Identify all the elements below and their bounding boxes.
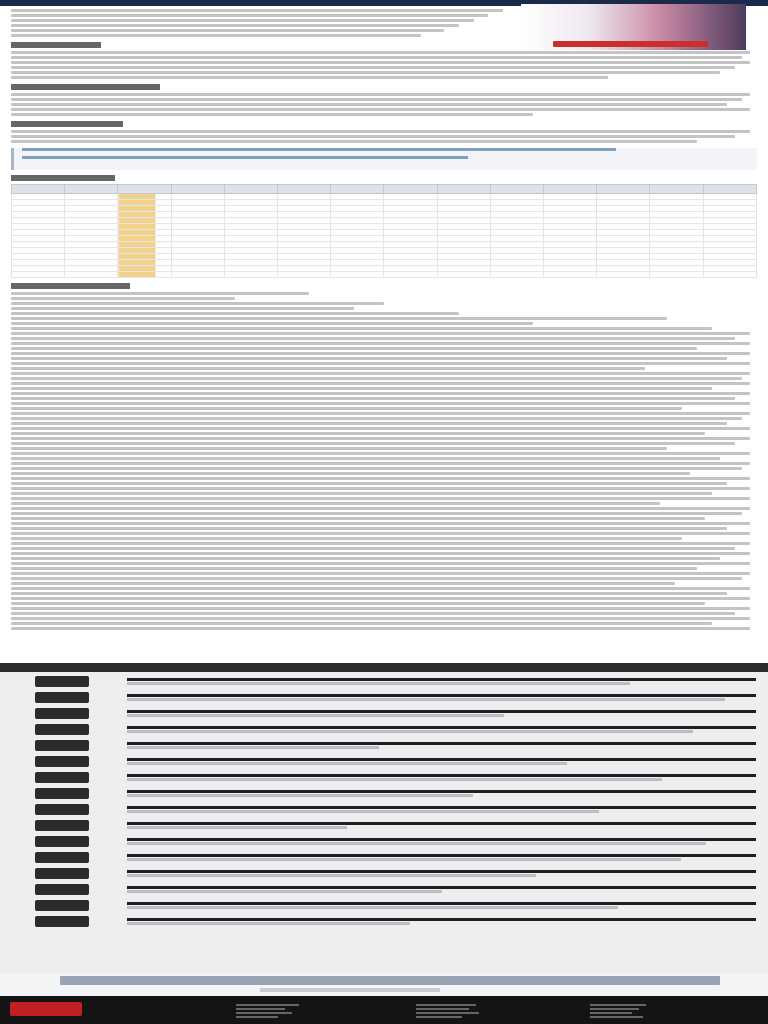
footer-link-column[interactable] (416, 1002, 486, 1020)
section-heading (11, 42, 101, 48)
comment-item (35, 770, 768, 784)
comments-section (0, 663, 768, 973)
table-header-row (12, 185, 757, 194)
paragraph (11, 130, 757, 143)
comment-item (35, 882, 768, 896)
avatar[interactable] (35, 788, 89, 799)
avatar[interactable] (35, 724, 89, 735)
comment-item (35, 850, 768, 864)
intro-paragraph (11, 9, 757, 37)
quick-build-callout (11, 148, 757, 170)
avatar[interactable] (35, 852, 89, 863)
comment-item (35, 866, 768, 880)
footer-link-column[interactable] (590, 1002, 660, 1020)
comment-item (35, 738, 768, 752)
avatar[interactable] (35, 804, 89, 815)
login-register-link[interactable] (60, 976, 720, 985)
comment-item (35, 754, 768, 768)
section-heading (11, 84, 160, 90)
avatar[interactable] (35, 820, 89, 831)
avatar[interactable] (35, 708, 89, 719)
login-prompt-subtext (260, 988, 440, 992)
comments-header (0, 663, 768, 672)
avatar[interactable] (35, 676, 89, 687)
paragraph (11, 93, 757, 116)
avatar[interactable] (35, 868, 89, 879)
site-logo[interactable] (10, 1002, 82, 1016)
paragraph (11, 51, 757, 79)
callout-link[interactable] (22, 148, 616, 151)
avatar[interactable] (35, 772, 89, 783)
avatar[interactable] (35, 900, 89, 911)
avatar[interactable] (35, 740, 89, 751)
comment-item (35, 690, 768, 704)
avatar[interactable] (35, 836, 89, 847)
class-table-title (11, 175, 115, 181)
comment-item (35, 722, 768, 736)
callout-link[interactable] (22, 156, 468, 159)
section-heading (11, 121, 123, 127)
section-heading (11, 283, 130, 289)
comment-item (35, 898, 768, 912)
comment-item (35, 818, 768, 832)
avatar[interactable] (35, 692, 89, 703)
site-footer (0, 996, 768, 1024)
comment-item (35, 706, 768, 720)
class-features-text (11, 292, 757, 630)
class-progression-table (11, 184, 757, 278)
avatar[interactable] (35, 756, 89, 767)
comment-item (35, 674, 768, 688)
footer-link-column[interactable] (236, 1002, 306, 1020)
comment-item (35, 914, 768, 928)
comment-item (35, 786, 768, 800)
table-row (12, 272, 757, 278)
avatar[interactable] (35, 916, 89, 927)
comment-item (35, 834, 768, 848)
avatar[interactable] (35, 884, 89, 895)
comment-item (35, 802, 768, 816)
article-body (11, 7, 757, 663)
